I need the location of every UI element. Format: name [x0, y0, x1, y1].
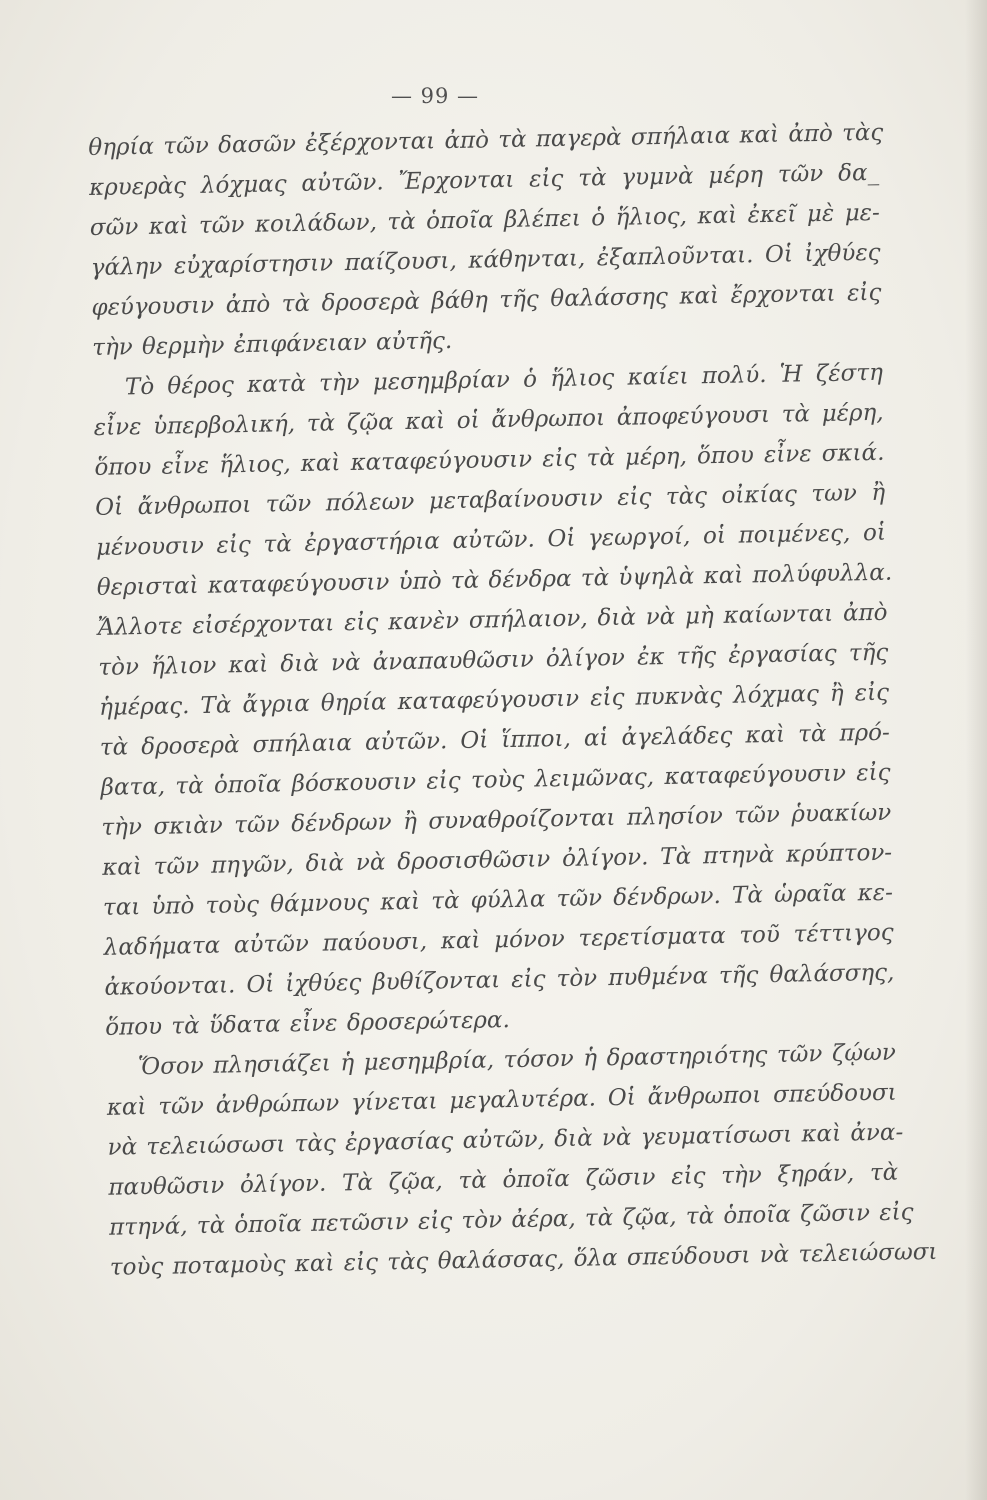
text-line: θερισταὶ καταφεύγουσιν ὑπὸ τὰ δένδρα τὰ ὑψηλὰ καὶ πολύφυλλα. — [96, 559, 893, 601]
text-line: κρυερὰς λόχμας αὐτῶν. Ἔρχονται εἰς τὰ γυμνὰ μέρη τῶν δα_ — [88, 159, 880, 201]
text-line: ὅπου εἶνε ἥλιος, καὶ καταφεύγουσιν εἰς τὰ μέρη, ὅπου εἶνε σκιά. — [94, 439, 885, 481]
text-line: γάλην εὐχαρίστησιν παίζουσι, κάθηνται, ἐξαπλοῦνται. Οἱ ἰχθύες — [90, 239, 881, 281]
text-line: ται ὑπὸ τοὺς θάμνους καὶ τὰ φύλλα τῶν δένδρων. Τὰ ὡραῖα κε- — [102, 879, 894, 921]
text-line: τοὺς ποταμοὺς καὶ εἰς τὰς θαλάσσας, ὅλα σπεύδουσι νὰ τελειώσωσι — [109, 1238, 938, 1281]
text-line: τὸν ἥλιον καὶ διὰ νὰ ἀναπαυθῶσιν ὀλίγον ἐκ τῆς ἐργασίας τῆς — [98, 639, 889, 681]
text-line: καὶ τῶν πηγῶν, διὰ νὰ δροσισθῶσιν ὀλίγον. Τὰ πτηνὰ κρύπτον- — [101, 839, 893, 881]
text-line: καὶ τῶν ἀνθρώπων γίνεται μεγαλυτέρα. Οἱ ἄνθρωποι σπεύδουσι — [106, 1079, 897, 1121]
text-line: ἡμέρας. Τὰ ἄγρια θηρία καταφεύγουσιν εἰς πυκνὰς λόχμας ἢ εἰς — [98, 679, 890, 721]
text-line: τὰ δροσερὰ σπήλαια αὐτῶν. Οἱ ἵπποι, αἱ ἀγελάδες καὶ τὰ πρό- — [99, 719, 891, 761]
text-line: πτηνά, τὰ ὁποῖα πετῶσιν εἰς τὸν ἀέρα, τὰ ζῷα, τὰ ὁποῖα ζῶσιν εἰς — [108, 1199, 914, 1241]
text-line: λαδήματα αὐτῶν παύουσι, καὶ μόνον τερετίσματα τοῦ τέττιγος — [103, 919, 894, 961]
text-line: σῶν καὶ τῶν κοιλάδων, τὰ ὁποῖα βλέπει ὁ ἥλιος, καὶ ἐκεῖ μὲ με- — [89, 199, 881, 241]
text-line: φεύγουσιν ἀπὸ τὰ δροσερὰ βάθη τῆς θαλάσσης καὶ ἔρχονται εἰς — [91, 279, 882, 321]
text-line: θηρία τῶν δασῶν ἐξέρχονται ἀπὸ τὰ παγερὰ σπήλαια καὶ ἀπὸ τὰς — [88, 119, 884, 161]
text-line: τὴν σκιὰν τῶν δένδρων ἢ συναθροίζονται πλησίον τῶν ῥυακίων — [101, 799, 892, 841]
page-number: — 99 — — [390, 84, 480, 108]
text-line: ἀκούονται. Οἱ ἰχθύες βυθίζονται εἰς τὸν πυθμένα τῆς θαλάσσης, — [104, 959, 895, 1001]
text-line: Οἱ ἄνθρωποι τῶν πόλεων μεταβαίνουσιν εἰς τὰς οἰκίας των ἢ — [95, 479, 886, 521]
text-line: παυθῶσιν ὀλίγον. Τὰ ζῷα, τὰ ὁποῖα ζῶσιν εἰς τὴν ξηράν, τὰ — [108, 1159, 899, 1201]
text-line: εἶνε ὑπερβολική, τὰ ζῷα καὶ οἱ ἄνθρωποι ἀποφεύγουσι τὰ μέρη, — [93, 399, 884, 441]
text-line: νὰ τελειώσωσι τὰς ἐργασίας αὐτῶν, διὰ νὰ γευματίσωσι καὶ ἀνα- — [107, 1119, 904, 1161]
body-text — [88, 113, 938, 1288]
page-edge-shadow — [965, 0, 987, 1500]
text-line: τὴν θερμὴν ἐπιφάνειαν αὐτῆς. — [91, 328, 453, 361]
text-line: ὅπου τὰ ὕδατα εἶνε δροσερώτερα. — [105, 1007, 511, 1041]
text-line: Τὸ θέρος κατὰ τὴν μεσημβρίαν ὁ ἥλιος καίει πολύ. Ἡ ζέστη — [124, 359, 884, 401]
text-line: Ὅσον πλησιάζει ἡ μεσημβρία, τόσον ἡ δραστηριότης τῶν ζῴων — [137, 1039, 897, 1081]
text-line: Ἄλλοτε εἰσέρχονται εἰς κανὲν σπήλαιον, διὰ νὰ μὴ καίωνται ἀπὸ — [97, 599, 888, 641]
text-line: βατα, τὰ ὁποῖα βόσκουσιν εἰς τοὺς λειμῶνας, καταφεύγουσιν εἰς — [100, 759, 891, 801]
text-line: μένουσιν εἰς τὰ ἐργαστήρια αὐτῶν. Οἱ γεωργοί, οἱ ποιμένες, οἱ — [95, 519, 887, 561]
